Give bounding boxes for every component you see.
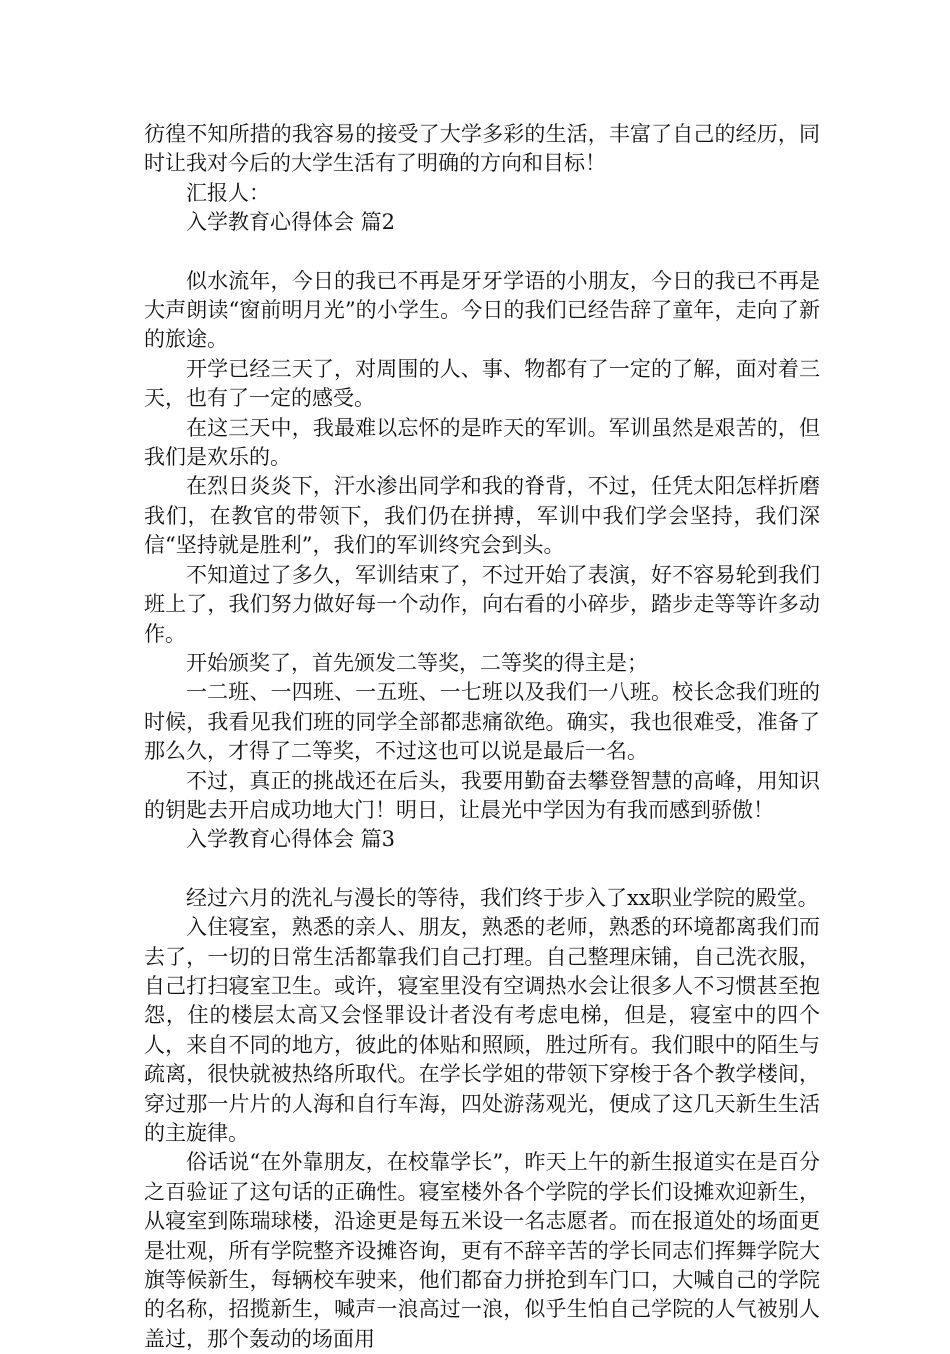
paragraph: 开学已经三天了，对周围的人、事、物都有了一定的了解，面对着三天，也有了一定的感受。 [144, 356, 820, 411]
paragraph: 在这三天中，我最难以忘怀的是昨天的军训。军训虽然是艰苦的，但我们是欢乐的。 [144, 415, 820, 470]
paragraph: 开始颁奖了，首先颁发二等奖，二等奖的得主是； [186, 650, 648, 675]
document-page [144, 120, 820, 1354]
section-heading: 入学教育心得体会 篇3 [186, 827, 396, 852]
paragraph: 彷徨不知所措的我容易的接受了大学多彩的生活，丰富了自己的经历，同时让我对今后的大学生活有了明确的方向和目标！ [144, 122, 820, 176]
paragraph: 入住寝室，熟悉的亲人、朋友，熟悉的老师，熟悉的环境都离我们而去了，一切的日常生活都靠我们自己打理。自己整理床铺，自己洗衣服，自己打扫寝室卫生。或许，寝室里没有空调热水会让很多人不习惯甚至抱怨，住的楼层太高又会怪罪设计者没有考虑电梯，但是，寝室中的四个人，来自不同的地方，彼此的体贴和照顾，胜过所有。我们眼中的陌生与疏离，很快就被热络所取代。在学长学姐的带领下穿梭于各个教学楼间，穿过那一片片的人海和自行车海，四处游荡观光，便成了这几天新生生活的主旋律。 [144, 915, 820, 1145]
section-heading: 入学教育心得体会 篇2 [186, 210, 396, 235]
paragraph: 不知道过了多久，军训结束了，不过开始了表演，好不容易轮到我们班上了，我们努力做好每一个动作，向右看的小碎步，踏步走等等许多动作。 [144, 562, 820, 646]
paragraph: 一二班、一四班、一五班、一七班以及我们一八班。校长念我们班的时候，我看见我们班的同学全部都悲痛欲绝。确实，我也很难受，准备了那么久，才得了二等奖，不过这也可以说是最后一名。 [144, 680, 820, 764]
paragraph: 俗话说“在外靠朋友，在校靠学长”，昨天上午的新生报道实在是百分之百验证了这句话的正确性。寝室楼外各个学院的学长们设摊欢迎新生，从寝室到陈瑞球楼，沿途更是每五米设一名志愿者。而在报道处的场面更是壮观，所有学院整齐设摊咨询，更有不辞辛苦的学长同志们挥舞学院大旗等候新生，每辆校车驶来，他们都奋力拼抢到车门口，大喊自己的学院的名称，招揽新生，喊声一浪高过一浪，似乎生怕自己学院的人气被别人盖过，那个轰动的场面用 [144, 1150, 820, 1351]
reporter-line: 汇报人： [186, 180, 270, 205]
paragraph: 不过，真正的挑战还在后头，我要用勤奋去攀登智慧的高峰，用知识的钥匙去开启成功地大门！明日，让晨光中学因为有我而感到骄傲！ [144, 768, 820, 822]
paragraph: 经过六月的洗礼与漫长的等待，我们终于步入了xx职业学院的殿堂。 [186, 885, 819, 910]
paragraph: 在烈日炎炎下，汗水渗出同学和我的脊背，不过，任凭太阳怎样折磨我们，在教官的带领下，我们仍在拼搏，军训中我们学会坚持，我们深信“坚持就是胜利”，我们的军训终究会到头。 [144, 474, 820, 558]
paragraph: 似水流年，今日的我已不再是牙牙学语的小朋友，今日的我已不再是大声朗读“窗前明月光”的小学生。今日的我们已经告辞了童年，走向了新的旅途。 [144, 268, 820, 352]
